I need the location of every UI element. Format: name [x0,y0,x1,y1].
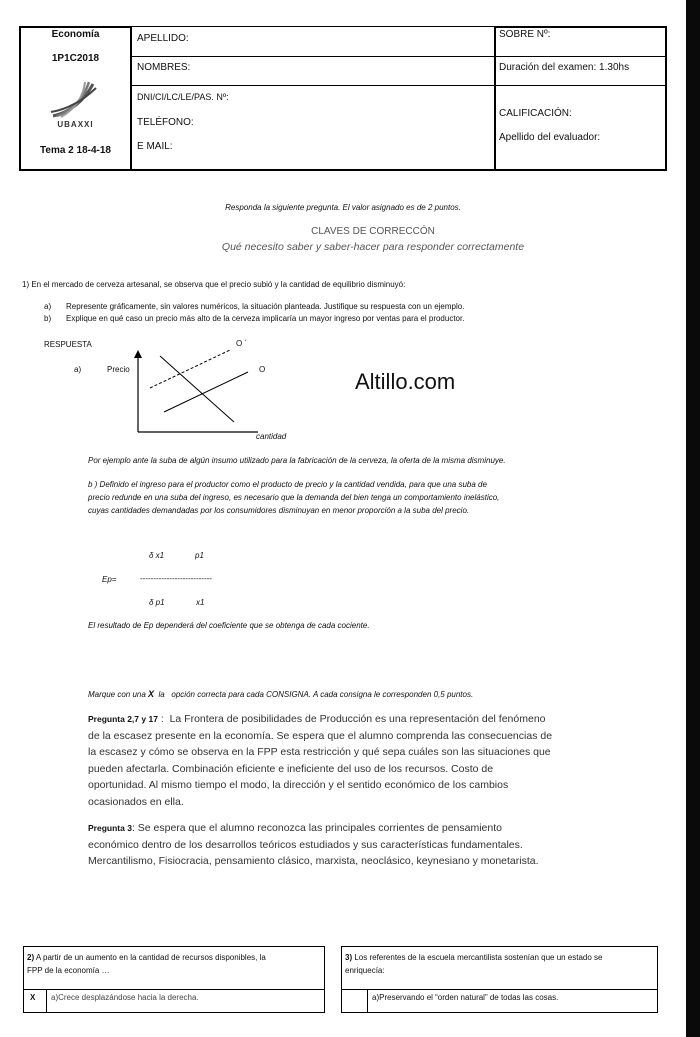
question-3-box: 3) Los referentes de la escuela mercantilista sostenían que un estado se enriquecía: a)Preservando el “orden natural” de todas las cosas. [341,946,658,1013]
evaluador-field: Apellido del evaluador: [499,132,601,143]
pregunta-3-label: Pregunta 3 [88,823,132,833]
supply-curve [164,372,248,412]
b-answer-line: b ) Definido el ingreso para el productor como el producto de precio y la cantidad vendida, para que una suba de [88,480,487,489]
graph-y-label: Precio [107,365,130,374]
answer-option-a[interactable]: a)Preservando el “orden natural” de todas las cosas. [372,993,559,1002]
question-1b-label: b) [44,314,52,323]
question-1b: Explique en qué caso un precio más alto de la cerveza implicaría un mayor ingreso por ventas para el productor. [66,314,465,323]
formula-num-left: δ x1 [149,551,165,560]
formula-num-right: p1 [195,551,204,560]
formula-label: Ep= [102,575,117,584]
question-1a: Represente gráficamente, sin valores numéricos, la situación planteada. Justifique su respuesta con un ejemplo. [66,302,465,311]
dni-field: DNI/CI/LC/LE/PAS. Nº: [137,92,229,102]
y-axis-arrow-icon [134,350,142,358]
logo-text: UBAXXI [57,120,94,129]
answer-option-a[interactable]: a)Crece desplazándose hacia la derecha. [51,993,199,1002]
exam-code: 1P1C2018 [51,53,100,64]
formula-den-left: δ p1 [149,598,165,607]
telefono-field: TELÉFONO: [137,117,194,128]
instructions: Marque con una X la opción correcta para cada CONSIGNA. A cada consigna le corresponden 0,5 puntos. [88,689,474,699]
pregunta-3-block: Pregunta 3: Se espera que el alumno reconozca las principales corrientes de pensamiento económico dentro de los desarrollos teóricos estudiados y sus características fundamentales. Mercantilismo, Fisiocracia, pensamiento clásico, marxista, neoclásico, keynesiano y monetarista. [88,822,539,867]
formula-den-right: x1 [196,598,205,607]
nombres-field: NOMBRES: [137,62,191,73]
supply-demand-graph [130,350,260,440]
question-1a-label: a) [44,302,52,311]
subject: Economía [51,29,100,40]
pregunta-27-block: Pregunta 2,7 y 17 : La Frontera de posibilidades de Producción es una representación del fenómeno de la escasez presente en la economía. Se espera que el alumno comprenda las consecuencias de la escasez y cómo se observa en la FPP esta restricción y qué sepa cuáles son las situaciones que pueden afectarla. Combinación eficiente e ineficiente del uso de los recursos. Costo de oportunidad. Al mismo tiempo el modo, la dirección y el sentido económico de los cambios ocasionados en ella. [88,713,553,808]
b-answer-line: precio redunde en una suba del ingreso, es necesario que la demanda del bien tenga un comportamiento inelástico, [88,493,500,502]
header-right-box [494,26,667,171]
graph-item-label: a) [74,365,82,374]
question-2-box: 2) A partir de un aumento en la cantidad de recursos disponibles, la FPP de la economía … X a)Crece desplazándose hacia la derecha. [23,946,325,1013]
pregunta-27-label: Pregunta 2,7 y 17 [88,714,158,724]
supply-curve-label-shifted: O ´ [236,339,248,348]
apellido-field: APELLIDO: [137,33,189,44]
duracion: Duración del examen: 1.30hs [499,62,630,73]
ep-result: El resultado de Ep dependerá del coeficiente que se obtenga de cada cociente. [88,621,370,630]
ubaxxi-logo-icon [49,80,99,120]
claves-title: CLAVES DE CORRECCÓN [311,226,435,237]
example-text: Por ejemplo ante la suba de algún insumo utilizado para la fabricación de la cerveza, la oferta de la misma disminuye. [88,456,506,465]
question-1: 1) En el mercado de cerveza artesanal, se observa que el precio subió y la cantidad de equilibrio disminuyó: [22,280,406,289]
sobre-field: SOBRE Nº: [499,29,551,40]
respuesta-label: RESPUESTA [44,340,92,349]
b-answer-line: cuyas cantidades demandadas por los consumidores disminuyan en menor proporción a la suba del precio. [88,506,470,515]
calificacion-field: CALIFICACIÓN: [499,108,572,119]
supply-curve-label: O [259,365,266,374]
exam-header [19,26,667,171]
right-edge-bar [686,0,700,1037]
intro-text: Responda la siguiente pregunta. El valor asignado es de 2 puntos. [225,203,461,212]
answer-mark-x[interactable]: X [30,993,36,1002]
ubaxxi-logo [49,80,99,120]
formula-bar: --------------------------- [140,574,212,583]
watermark: Altillo.com [355,369,456,394]
b-answer [88,478,499,517]
graph-x-label: cantidad [256,432,287,441]
claves-subtitle: Qué necesito saber y saber-hacer para responder correctamente [221,241,525,253]
tema: Tema 2 18-4-18 [40,145,111,156]
email-field: E MAIL: [137,141,173,152]
